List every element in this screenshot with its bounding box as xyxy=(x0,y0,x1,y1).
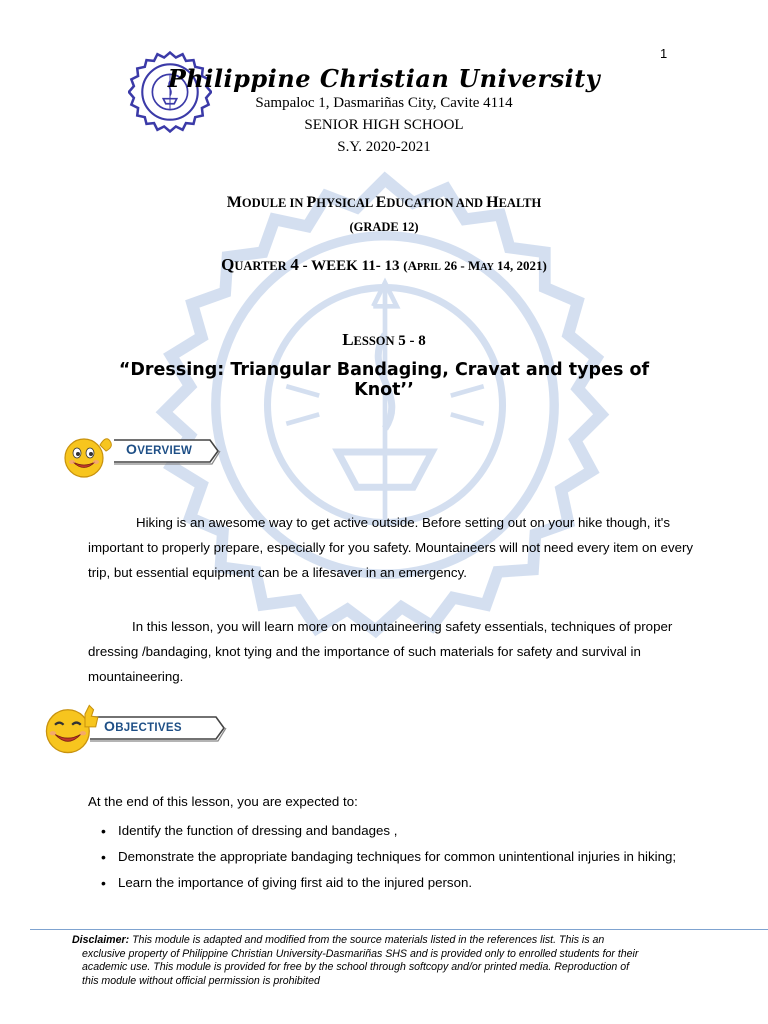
module-title: MODULE IN PHYSICAL EDUCATION AND HEALTH xyxy=(226,194,542,211)
overview-paragraph-2: In this lesson, you will learn more on mountaineering safety essentials, techniques of proper dressing /bandaging, knot tying and the importance of such materials for safety and survival in mountaineering. xyxy=(88,619,673,684)
overview-paragraph-1: Hiking is an awesome way to get active outside. Before setting out on your hike though, it's important to properly prepare, especially for you safety. Mountaineers will not need every item on every trip, but essential equipment can be a lifesaver in an emergency. xyxy=(88,515,694,580)
objectives-list xyxy=(98,818,676,896)
objectives-intro: At the end of this lesson, you are expected to: xyxy=(88,794,358,809)
quarter-week-line: QUARTER 4 - WEEK 11- 13 (APRIL 26 - MAY 14, 2021) xyxy=(221,255,547,274)
thumbs-up-smiley-icon xyxy=(40,702,100,756)
school-address: Sampaloc 1, Dasmariñas City, Cavite 4114 xyxy=(255,95,513,111)
smiley-face-icon xyxy=(60,431,116,479)
overview-label: OVERVIEW xyxy=(126,441,193,457)
objectives-heading xyxy=(40,708,220,748)
lesson-number: LESSON 5 - 8 xyxy=(342,330,426,349)
school-year: S.Y. 2020-2021 xyxy=(337,139,431,155)
objective-item: • Identify the function of dressing and bandages , xyxy=(98,818,676,844)
objective-item: • Demonstrate the appropriate bandaging techniques for common unintentional injuries in hiking; xyxy=(98,844,676,870)
university-name: Philippine Christian University xyxy=(167,64,601,93)
disclaimer: Disclaimer: This module is adapted and modified from the source materials listed in the references list. This is an exclusive property of Philippine Christian University-Dasmariñas SHS and is provided only to enrolled students for their academic use. This module is provided for free by the school through softcopy and/or printed media. Reproduction of this module without official permission is prohibited xyxy=(72,934,639,987)
department-name: SENIOR HIGH SCHOOL xyxy=(304,117,464,133)
footer-divider xyxy=(30,929,768,930)
lesson-title: “Dressing: Triangular Bandaging, Cravat and types of Knot’’ xyxy=(118,360,650,400)
grade-level: (GRADE 12) xyxy=(349,220,419,234)
objectives-label: OBJECTIVES xyxy=(104,718,182,734)
overview-heading xyxy=(60,431,240,471)
disclaimer-label: Disclaimer: xyxy=(72,934,130,946)
objective-item: • Learn the importance of giving first aid to the injured person. xyxy=(98,870,676,896)
page-number: 1 xyxy=(660,46,668,61)
